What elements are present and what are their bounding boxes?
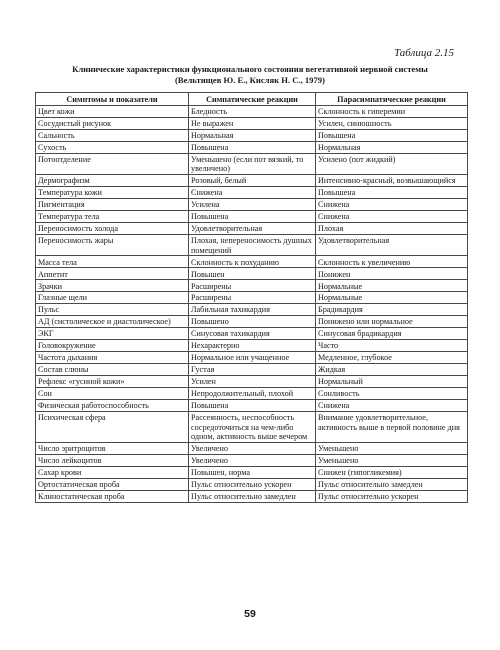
table-number: Таблица 2.15	[394, 47, 454, 59]
cell-symptom: АД (систолическое и диастолическое)	[36, 316, 189, 328]
cell-parasympathetic: Интенсивно-красный, возвышающийся	[316, 175, 468, 187]
cell-parasympathetic: Нормальная	[316, 142, 468, 154]
cell-symptom: Переносимость жары	[36, 235, 189, 256]
cell-parasympathetic: Понижен	[316, 268, 468, 280]
table-header	[36, 93, 468, 106]
cell-sympathetic: Расширены	[189, 292, 316, 304]
cell-symptom: Температура кожи	[36, 187, 189, 199]
cell-sympathetic: Нормальное или учащенное	[189, 352, 316, 364]
cell-sympathetic: Синусовая тахикардия	[189, 328, 316, 340]
cell-parasympathetic: Повышена	[316, 187, 468, 199]
cell-symptom: Глазные щели	[36, 292, 189, 304]
cell-sympathetic: Расширены	[189, 280, 316, 292]
cell-parasympathetic: Уменьшено	[316, 454, 468, 466]
cell-parasympathetic: Плохая	[316, 223, 468, 235]
table-row	[36, 235, 468, 256]
cell-sympathetic: Уменьшено (если пот вязкий, то увеличено)	[189, 154, 316, 175]
cell-sympathetic: Удовлетворительная	[189, 223, 316, 235]
cell-parasympathetic: Снижена	[316, 400, 468, 412]
cell-sympathetic: Пульс относительно ускорен	[189, 478, 316, 490]
cell-symptom: Физическая работоспособность	[36, 400, 189, 412]
cell-sympathetic: Повышена	[189, 400, 316, 412]
cell-sympathetic: Плохая, непереносимость душных помещений	[189, 235, 316, 256]
table-row	[36, 490, 468, 502]
cell-sympathetic: Лабильная тахикардия	[189, 304, 316, 316]
cell-sympathetic: Повышена	[189, 142, 316, 154]
cell-parasympathetic: Снижен (гипогликемия)	[316, 466, 468, 478]
cell-symptom: Сон	[36, 388, 189, 400]
cell-sympathetic: Увеличено	[189, 442, 316, 454]
table-row	[36, 376, 468, 388]
cell-symptom: Пигментация	[36, 199, 189, 211]
cell-sympathetic: Пульс относительно замедлен	[189, 490, 316, 502]
cell-symptom: Масса тела	[36, 256, 189, 268]
cell-symptom: Дермографизм	[36, 175, 189, 187]
cell-symptom: Число лейкоцитов	[36, 454, 189, 466]
cell-symptom: Температура тела	[36, 211, 189, 223]
page-number: 59	[244, 608, 256, 620]
cell-parasympathetic: Сонливость	[316, 388, 468, 400]
table-row	[36, 292, 468, 304]
cell-symptom: Состав слюны	[36, 364, 189, 376]
cell-symptom: Переносимость холода	[36, 223, 189, 235]
cell-sympathetic: Склонность к похуданию	[189, 256, 316, 268]
table-row	[36, 256, 468, 268]
cell-sympathetic: Усилен	[189, 376, 316, 388]
cell-symptom: Головокружение	[36, 340, 189, 352]
cell-sympathetic: Не выражен	[189, 118, 316, 130]
cell-parasympathetic: Понижено или нормальное	[316, 316, 468, 328]
table-row	[36, 280, 468, 292]
table-row	[36, 211, 468, 223]
table-row	[36, 466, 468, 478]
table-row	[36, 442, 468, 454]
cell-symptom: Цвет кожи	[36, 106, 189, 118]
cell-sympathetic: Снижена	[189, 187, 316, 199]
cell-symptom: Зрачки	[36, 280, 189, 292]
header-symptoms: Симптомы и показатели	[36, 93, 189, 106]
cell-symptom: Ортостатическая проба	[36, 478, 189, 490]
table-row	[36, 175, 468, 187]
cell-parasympathetic: Снижена	[316, 211, 468, 223]
cell-parasympathetic: Синусовая брадикардия	[316, 328, 468, 340]
cell-sympathetic: Увеличено	[189, 454, 316, 466]
cell-sympathetic: Усилена	[189, 199, 316, 211]
cell-sympathetic: Розовый, белый	[189, 175, 316, 187]
table-row	[36, 199, 468, 211]
cell-sympathetic: Повышен	[189, 268, 316, 280]
table-row	[36, 316, 468, 328]
cell-symptom: Аппетит	[36, 268, 189, 280]
table-body	[36, 106, 468, 502]
cell-parasympathetic: Удовлетворительная	[316, 235, 468, 256]
cell-sympathetic: Нормальная	[189, 130, 316, 142]
cell-parasympathetic: Брадикардия	[316, 304, 468, 316]
table-row	[36, 223, 468, 235]
cell-symptom: Число эритроцитов	[36, 442, 189, 454]
table-caption-title: Клинические характеристики функционального состояния вегетативной нервной системы	[72, 64, 428, 74]
cell-symptom: Клиностатическая проба	[36, 490, 189, 502]
cell-symptom: Сухость	[36, 142, 189, 154]
cell-parasympathetic: Пульс относительно ускорен	[316, 490, 468, 502]
cell-sympathetic: Густая	[189, 364, 316, 376]
table-row	[36, 304, 468, 316]
autonomic-characteristics-table	[35, 92, 468, 503]
table-row	[36, 106, 468, 118]
cell-parasympathetic: Внимание удовлетворительное, активность выше в первой половине дня	[316, 412, 468, 442]
table-row	[36, 388, 468, 400]
cell-sympathetic: Повышен, норма	[189, 466, 316, 478]
cell-symptom: Потоотделение	[36, 154, 189, 175]
cell-parasympathetic: Жидкая	[316, 364, 468, 376]
cell-sympathetic: Непродолжительный, плохой	[189, 388, 316, 400]
cell-parasympathetic: Усилен, синюшность	[316, 118, 468, 130]
table-row	[36, 400, 468, 412]
table-row	[36, 454, 468, 466]
cell-sympathetic: Бледность	[189, 106, 316, 118]
table-row	[36, 142, 468, 154]
cell-parasympathetic: Часто	[316, 340, 468, 352]
cell-symptom: Частота дыхания	[36, 352, 189, 364]
cell-parasympathetic: Уменьшено	[316, 442, 468, 454]
cell-parasympathetic: Склонность к гиперемии	[316, 106, 468, 118]
table-row	[36, 352, 468, 364]
cell-parasympathetic: Пульс относительно замедлен	[316, 478, 468, 490]
table-row	[36, 154, 468, 175]
table-row	[36, 412, 468, 442]
table-row	[36, 268, 468, 280]
table-row	[36, 118, 468, 130]
cell-symptom: Сахар крови	[36, 466, 189, 478]
table-caption-source: (Вельтищев Ю. Е., Кисляк Н. С., 1979)	[175, 75, 325, 85]
table-row	[36, 340, 468, 352]
cell-parasympathetic: Снижена	[316, 199, 468, 211]
header-row	[36, 93, 468, 106]
cell-symptom: Психическая сфера	[36, 412, 189, 442]
cell-symptom: Сосудистый рисунок	[36, 118, 189, 130]
cell-sympathetic: Повышено	[189, 316, 316, 328]
cell-parasympathetic: Нормальный	[316, 376, 468, 388]
table-row	[36, 130, 468, 142]
cell-parasympathetic: Усилено (пот жидкий)	[316, 154, 468, 175]
cell-symptom: ЭКГ	[36, 328, 189, 340]
header-parasympathetic: Парасимпатические реакции	[316, 93, 468, 106]
cell-sympathetic: Нехарактерно	[189, 340, 316, 352]
table-row	[36, 364, 468, 376]
cell-symptom: Рефлекс «гусиной кожи»	[36, 376, 189, 388]
cell-symptom: Пульс	[36, 304, 189, 316]
cell-parasympathetic: Повышена	[316, 130, 468, 142]
cell-parasympathetic: Склонность к увеличению	[316, 256, 468, 268]
cell-parasympathetic: Нормальные	[316, 292, 468, 304]
cell-parasympathetic: Медленное, глубокое	[316, 352, 468, 364]
table-row	[36, 478, 468, 490]
cell-sympathetic: Рассеянность, неспособность сосредоточиться на чем-либо одном, активность выше вечером	[189, 412, 316, 442]
table-row	[36, 328, 468, 340]
cell-parasympathetic: Нормальные	[316, 280, 468, 292]
cell-symptom: Сальность	[36, 130, 189, 142]
header-sympathetic: Симпатические реакции	[189, 93, 316, 106]
table-row	[36, 187, 468, 199]
cell-sympathetic: Повышена	[189, 211, 316, 223]
